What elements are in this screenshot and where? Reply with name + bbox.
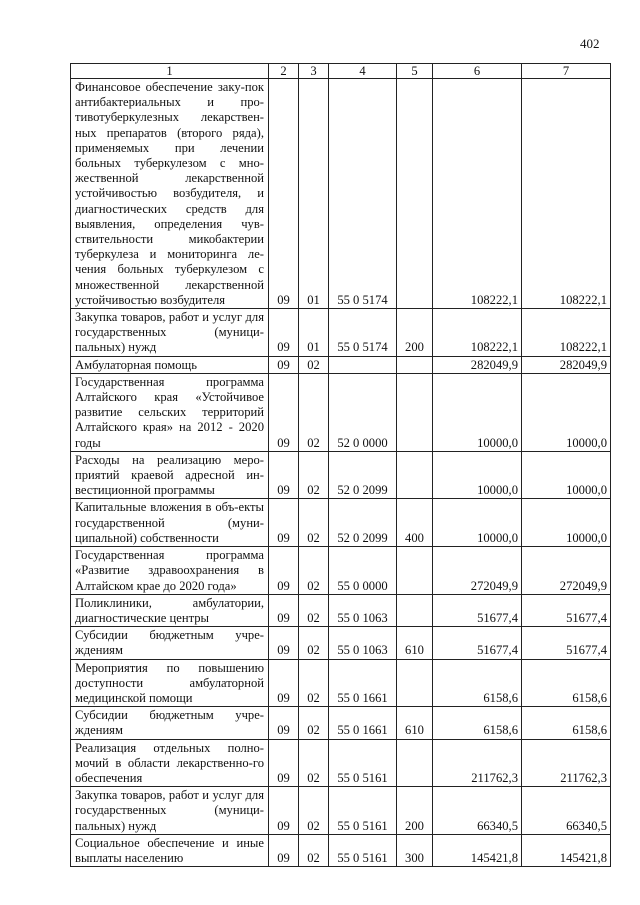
amount-col7-cell: 51677,4 (522, 627, 611, 659)
row-name-cell: Государственная программа «Развитие здравоохранения в Алтайском крае до 2020 года» (71, 547, 269, 595)
expense-type-cell: 610 (397, 627, 433, 659)
section-code-cell: 09 (269, 627, 299, 659)
expense-type-cell: 200 (397, 787, 433, 835)
table-row (71, 356, 611, 373)
row-name-cell: Закупка товаров, работ и услуг для государственных (муници-пальных) нужд (71, 309, 269, 357)
amount-col7-cell: 6158,6 (522, 707, 611, 739)
target-article-cell: 52 0 2099 (329, 499, 397, 547)
table-row (71, 834, 611, 866)
row-name-cell: Субсидии бюджетным учре-ждениям (71, 707, 269, 739)
row-name-cell: Мероприятия по повышению доступности амбулаторной медицинской помощи (71, 659, 269, 707)
expense-type-cell: 400 (397, 499, 433, 547)
amount-col7-cell: 108222,1 (522, 79, 611, 309)
row-name-cell: Финансовое обеспечение заку-пок антибактериальных и про-тивотуберкулезных лекарствен-ных препаратов (второго ряда), применяемых при лечении больных туберкулезом с мно-жественной лекарственной устойчивостью возбудителя, и диагностических средств для выявления, определения чув-ствительности микобактерии туберкулеза и мониторинга ле-чения больных туберкулезом с множественной лекарственной устойчивостью возбудителя (71, 79, 269, 309)
expense-type-cell: 300 (397, 834, 433, 866)
row-name-cell: Поликлиники, амбулатории, диагностические центры (71, 594, 269, 626)
expense-type-cell (397, 594, 433, 626)
section-code-cell: 09 (269, 834, 299, 866)
amount-col6-cell: 10000,0 (433, 373, 522, 451)
budget-table (70, 63, 611, 867)
target-article-cell: 55 0 5174 (329, 79, 397, 309)
page-number: 402 (580, 36, 600, 51)
target-article-cell: 55 0 5174 (329, 309, 397, 357)
amount-col7-cell: 272049,9 (522, 547, 611, 595)
amount-col6-cell: 145421,8 (433, 834, 522, 866)
table-row (71, 373, 611, 451)
expense-type-cell (397, 356, 433, 373)
amount-col7-cell: 51677,4 (522, 594, 611, 626)
section-code-cell: 09 (269, 594, 299, 626)
amount-col6-cell: 108222,1 (433, 309, 522, 357)
amount-col7-cell: 211762,3 (522, 739, 611, 787)
row-name-cell: Амбулаторная помощь (71, 356, 269, 373)
expense-type-cell (397, 79, 433, 309)
target-article-cell: 55 0 5161 (329, 787, 397, 835)
table-row (71, 79, 611, 309)
expense-type-cell: 610 (397, 707, 433, 739)
table-row (71, 594, 611, 626)
subsection-code-cell: 02 (299, 787, 329, 835)
header-col-6: 6 (433, 64, 522, 79)
header-col-4: 4 (329, 64, 397, 79)
expense-type-cell (397, 547, 433, 595)
table-row (71, 627, 611, 659)
header-col-5: 5 (397, 64, 433, 79)
subsection-code-cell: 02 (299, 373, 329, 451)
amount-col6-cell: 51677,4 (433, 627, 522, 659)
table-row (71, 547, 611, 595)
table-row (71, 451, 611, 499)
target-article-cell: 55 0 5161 (329, 834, 397, 866)
section-code-cell: 09 (269, 451, 299, 499)
subsection-code-cell: 01 (299, 309, 329, 357)
target-article-cell: 52 0 2099 (329, 451, 397, 499)
section-code-cell: 09 (269, 739, 299, 787)
amount-col6-cell: 6158,6 (433, 707, 522, 739)
row-name-cell: Расходы на реализацию меро-приятий краевой адресной ин-вестиционной программы (71, 451, 269, 499)
table-row (71, 659, 611, 707)
target-article-cell: 55 0 1063 (329, 594, 397, 626)
row-name-cell: Закупка товаров, работ и услуг для государственных (муници-пальных) нужд (71, 787, 269, 835)
row-name-cell: Реализация отдельных полно-мочий в области лекарственно-го обеспечения (71, 739, 269, 787)
amount-col7-cell: 282049,9 (522, 356, 611, 373)
table-body (71, 79, 611, 867)
subsection-code-cell: 02 (299, 739, 329, 787)
target-article-cell: 55 0 1063 (329, 627, 397, 659)
expense-type-cell (397, 373, 433, 451)
amount-col7-cell: 10000,0 (522, 373, 611, 451)
subsection-code-cell: 02 (299, 451, 329, 499)
section-code-cell: 09 (269, 356, 299, 373)
subsection-code-cell: 02 (299, 499, 329, 547)
table-row (71, 499, 611, 547)
section-code-cell: 09 (269, 659, 299, 707)
section-code-cell: 09 (269, 499, 299, 547)
target-article-cell: 52 0 0000 (329, 373, 397, 451)
amount-col7-cell: 66340,5 (522, 787, 611, 835)
amount-col6-cell: 10000,0 (433, 499, 522, 547)
amount-col7-cell: 10000,0 (522, 451, 611, 499)
target-article-cell (329, 356, 397, 373)
table-row (71, 787, 611, 835)
amount-col6-cell: 282049,9 (433, 356, 522, 373)
expense-type-cell: 200 (397, 309, 433, 357)
amount-col6-cell: 6158,6 (433, 659, 522, 707)
target-article-cell: 55 0 1661 (329, 659, 397, 707)
row-name-cell: Социальное обеспечение и иные выплаты населению (71, 834, 269, 866)
row-name-cell: Государственная программа Алтайского края «Устойчивое развитие сельских территорий Алтайского края» на 2012 - 2020 годы (71, 373, 269, 451)
header-row (71, 64, 611, 79)
subsection-code-cell: 02 (299, 547, 329, 595)
amount-col6-cell: 66340,5 (433, 787, 522, 835)
row-name-cell: Капитальные вложения в объ-екты государственной (муни-ципальной) собственности (71, 499, 269, 547)
subsection-code-cell: 02 (299, 594, 329, 626)
amount-col7-cell: 145421,8 (522, 834, 611, 866)
section-code-cell: 09 (269, 547, 299, 595)
subsection-code-cell: 02 (299, 707, 329, 739)
header-col-3: 3 (299, 64, 329, 79)
section-code-cell: 09 (269, 707, 299, 739)
subsection-code-cell: 02 (299, 356, 329, 373)
target-article-cell: 55 0 1661 (329, 707, 397, 739)
amount-col6-cell: 10000,0 (433, 451, 522, 499)
amount-col6-cell: 211762,3 (433, 739, 522, 787)
subsection-code-cell: 01 (299, 79, 329, 309)
section-code-cell: 09 (269, 79, 299, 309)
expense-type-cell (397, 739, 433, 787)
table-row (71, 309, 611, 357)
row-name-cell: Субсидии бюджетным учре-ждениям (71, 627, 269, 659)
target-article-cell: 55 0 0000 (329, 547, 397, 595)
table-row (71, 739, 611, 787)
amount-col6-cell: 272049,9 (433, 547, 522, 595)
expense-type-cell (397, 451, 433, 499)
section-code-cell: 09 (269, 787, 299, 835)
subsection-code-cell: 02 (299, 659, 329, 707)
amount-col7-cell: 6158,6 (522, 659, 611, 707)
table-row (71, 707, 611, 739)
section-code-cell: 09 (269, 309, 299, 357)
target-article-cell: 55 0 5161 (329, 739, 397, 787)
header-col-2: 2 (269, 64, 299, 79)
expense-type-cell (397, 659, 433, 707)
amount-col6-cell: 51677,4 (433, 594, 522, 626)
subsection-code-cell: 02 (299, 627, 329, 659)
header-col-1: 1 (71, 64, 269, 79)
amount-col7-cell: 108222,1 (522, 309, 611, 357)
amount-col6-cell: 108222,1 (433, 79, 522, 309)
subsection-code-cell: 02 (299, 834, 329, 866)
amount-col7-cell: 10000,0 (522, 499, 611, 547)
section-code-cell: 09 (269, 373, 299, 451)
header-col-7: 7 (522, 64, 611, 79)
